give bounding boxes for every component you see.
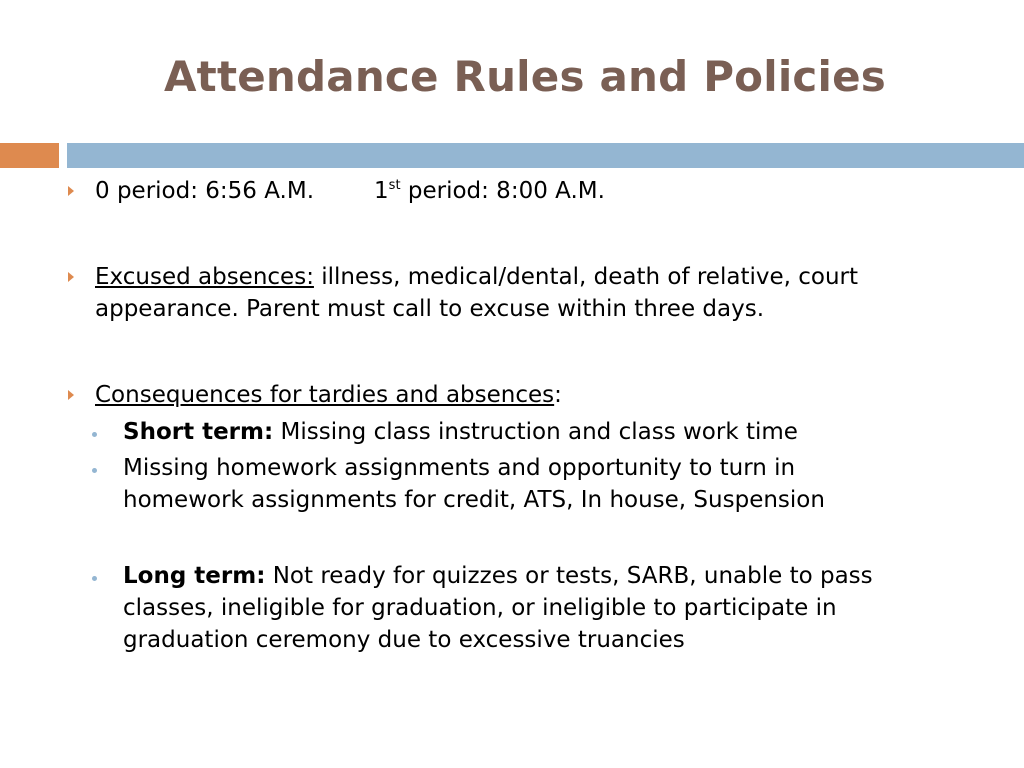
sub-bullet-long-term-line2: classes, ineligible for graduation, or ineligible to participate in	[123, 595, 837, 621]
bullet-arrow-icon	[68, 272, 74, 282]
excused-absences-text: illness, medical/dental, death of relative, court	[313, 264, 859, 290]
sub-bullet-missing-line2: homework assignments for credit, ATS, In house, Suspension	[123, 487, 825, 513]
sub-bullet-dot-icon	[92, 576, 97, 581]
sub-bullet-long-term-line3: graduation ceremony due to excessive truancies	[123, 627, 685, 653]
excused-absences-label: Excused absences:	[95, 264, 314, 290]
bullet-arrow-icon	[68, 186, 74, 196]
slide-title: Attendance Rules and Policies	[163, 52, 887, 101]
sub-bullet-missing-line1: Missing homework assignments and opportunity to turn in	[123, 455, 796, 481]
bullet-consequences	[95, 379, 1000, 411]
sub-bullet-long-term-line1	[123, 560, 1003, 592]
sub-bullet-short-term	[123, 416, 1003, 448]
bullet-excused-line2: appearance. Parent must call to excuse within three days.	[95, 296, 764, 322]
first-period-suffix: st	[388, 178, 401, 193]
bullet-periods	[95, 175, 1000, 207]
first-period-number: 1	[374, 178, 389, 204]
bullet-arrow-icon	[68, 390, 74, 400]
sub-bullet-dot-icon	[92, 432, 97, 437]
zero-period-text: 0 period: 6:56 A.M.	[95, 178, 315, 204]
short-term-label: Short term:	[123, 419, 274, 445]
sub-bullet-dot-icon	[92, 468, 97, 473]
short-term-text: Missing class instruction and class work time	[273, 419, 798, 445]
bullet-excused-line1	[95, 261, 1000, 293]
long-term-label: Long term:	[123, 563, 266, 589]
consequences-label: Consequences for tardies and absences	[95, 382, 555, 408]
consequences-colon: :	[554, 382, 562, 408]
long-term-text: Not ready for quizzes or tests, SARB, unable to pass	[265, 563, 873, 589]
first-period-text: period: 8:00 A.M.	[400, 178, 605, 204]
